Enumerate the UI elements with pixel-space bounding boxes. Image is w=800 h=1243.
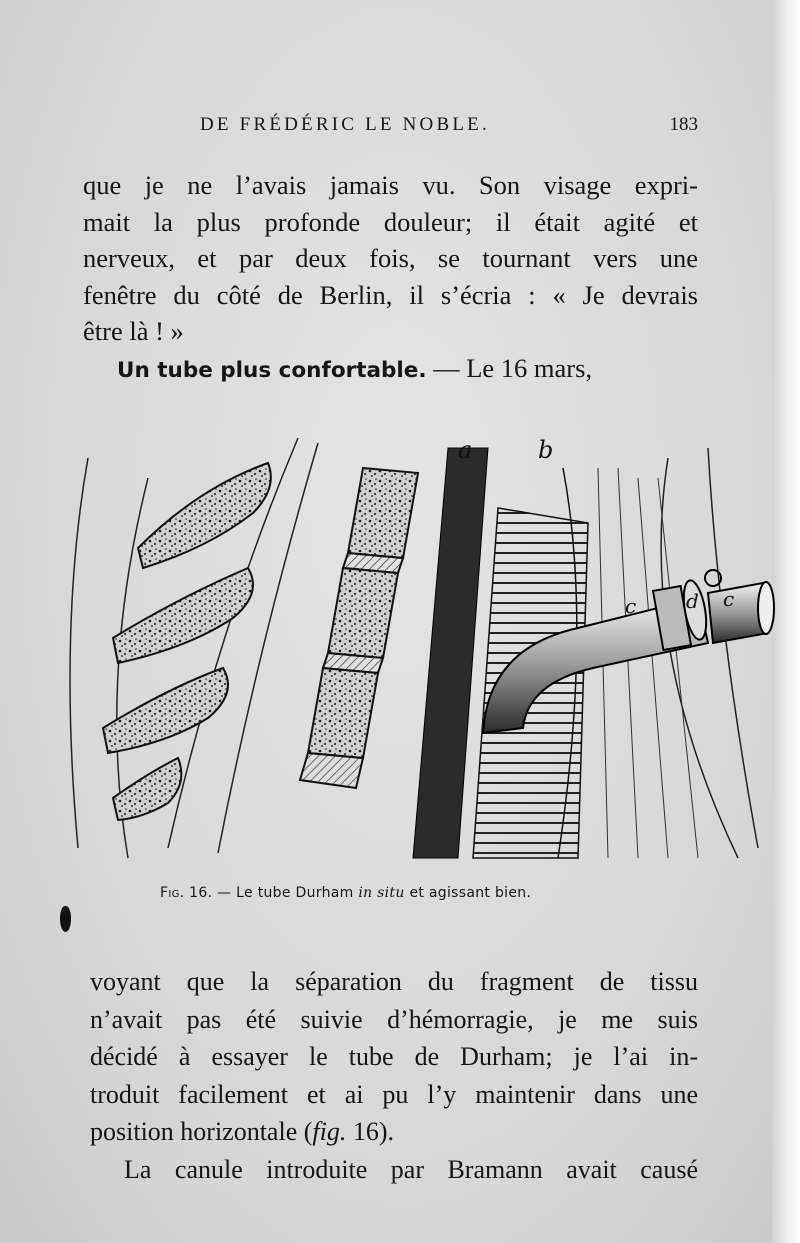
figure-label-a: a — [458, 436, 473, 464]
vertebral-bodies — [300, 468, 418, 788]
text-line — [90, 1113, 698, 1151]
text-fragment: 16). — [346, 1117, 395, 1146]
section-heading-line — [83, 350, 698, 387]
section-heading: Un tube plus confortable. — [117, 357, 427, 383]
figure-label-b: b — [538, 436, 554, 464]
caption-figure-number: Fig. 16. — [160, 885, 213, 901]
caption-dash: — — [217, 885, 232, 901]
text-line: fenêtre du côté de Berlin, il s’écria : « Je devrais — [83, 279, 698, 310]
figure-label-d: d — [686, 589, 699, 613]
text-line: nerveux, et par deux fois, se tournant vers une — [83, 243, 698, 273]
text-line: être là ! » — [83, 316, 184, 346]
top-paragraph — [83, 167, 698, 386]
page-header — [200, 114, 698, 144]
heading-continuation: — Le 16 mars, — [433, 352, 593, 383]
page-number: 183 — [669, 114, 698, 135]
figure-illustration — [18, 428, 778, 868]
text-fragment: position horizontale ( — [90, 1117, 313, 1146]
bottom-paragraph — [90, 963, 698, 1188]
text-line: mait la plus profonde douleur; il était agité et — [83, 206, 698, 237]
figure-label-c-second: c — [723, 587, 735, 611]
text-line: voyant que la séparation du fragment de tissu — [90, 967, 698, 996]
anatomical-figure — [18, 428, 778, 868]
running-title: DE FRÉDÉRIC LE NOBLE. — [200, 114, 490, 135]
caption-text: Le tube Durham — [236, 885, 354, 901]
caption-text-end: et agissant bien. — [409, 885, 532, 901]
figure-caption — [160, 885, 660, 901]
text-line: n’avait pas été suivie d’hémorragie, je me suis — [90, 1004, 698, 1034]
text-line: troduit facilement et ai pu l’y maintenir dans une — [90, 1079, 698, 1109]
text-line: que je ne l’avais jamais vu. Son visage expri- — [83, 170, 698, 200]
figure-reference: fig. — [312, 1117, 347, 1146]
ink-spot — [60, 906, 71, 932]
figure-label-c: c — [625, 594, 637, 618]
vertebral-processes — [103, 463, 271, 820]
text-line: décidé à essayer le tube de Durham; je l’ai in- — [90, 1042, 698, 1071]
text-line: La canule introduite par Bramann avait causé — [124, 1154, 698, 1184]
caption-italic: in situ — [358, 885, 405, 901]
